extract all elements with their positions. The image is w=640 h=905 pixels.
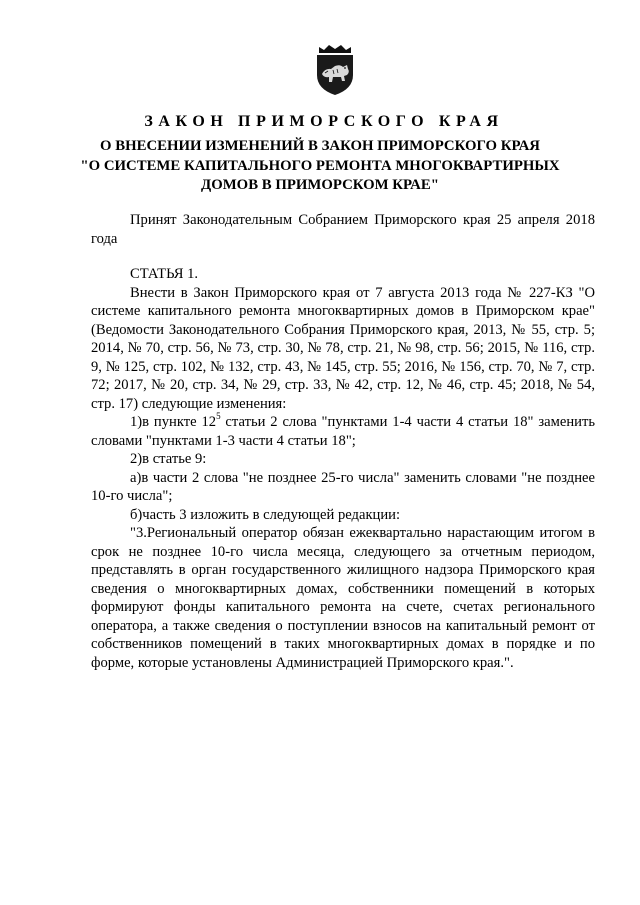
law-body <box>91 265 595 672</box>
item1-after: статьи 2 слова "пунктами 1-4 части 4 статьи 18" заменить словами "пунктами 1-3 части 4 статьи 18"; <box>91 414 595 449</box>
amendment-item-1 <box>91 413 595 450</box>
amendment-item-2b: б)часть 3 изложить в следующей редакции: <box>130 506 401 523</box>
item1-before: 1)в пункте 12 <box>130 414 217 430</box>
law-title: ЗАКОН ПРИМОРСКОГО КРАЯ <box>144 113 504 130</box>
coat-of-arms-icon <box>313 44 357 96</box>
amendment-item-2b-text: "3.Региональный оператор обязан ежеквартально нарастающим итогом в срок не позднее 10-го числа месяца, следующего за отчетным периодом, представлять в орган государственного жилищного надзора Приморского края сведения о многоквартирных домах, собственники помещений в которых формируют фонды капитального ремонта на счете, счетах регионального оператора, а также сведения о поступлении взносов на капитальный ремонт от собственников помещений в таких многоквартирных домах в порядке и по форме, которые установлены Администрацией Приморского края.". <box>91 525 595 671</box>
article-heading: СТАТЬЯ 1. <box>130 266 199 282</box>
amendment-item-2a: а)в части 2 слова "не позднее 25-го числа" заменить словами "не позднее 10-го числа"; <box>91 469 595 504</box>
article-intro: Внести в Закон Приморского края от 7 августа 2013 года № 227-КЗ "О системе капитального ремонта многоквартирных домов в Приморском крае" (Ведомости Законодательного Собрания Приморского края, 2013, № 55, стр. 5; 2014, № 70, стр. 56, № 73, стр. 30, № 78, стр. 21, № 98, стр. 56; 2015, № 116, стр. 9, № 125, стр. 102, № 132, стр. 43, № 145, стр. 55; 2016, № 156, стр. 70, № 7, стр. 72; 2017, № 20, стр. 34, № 29, стр. 33, № 42, стр. 12, № 46, стр. 45; 2018, № 54, стр. 17) следующие изменения: <box>91 284 595 412</box>
subtitle-line: "О СИСТЕМЕ КАПИТАЛЬНОГО РЕМОНТА МНОГОКВАРТИРНЫХ <box>80 157 560 174</box>
subtitle-line: О ВНЕСЕНИИ ИЗМЕНЕНИЙ В ЗАКОН ПРИМОРСКОГО КРАЯ <box>100 138 540 154</box>
amendment-item-2: 2)в статье 9: <box>130 451 207 467</box>
adoption-note <box>91 211 595 249</box>
law-subtitle <box>60 137 580 196</box>
adoption-text: Принят Законодательным Собранием Приморского края 25 апреля 2018 года <box>91 212 595 247</box>
item1-superscript: 5 <box>216 411 221 422</box>
subtitle-line: ДОМОВ В ПРИМОРСКОМ КРАЕ" <box>201 177 439 193</box>
